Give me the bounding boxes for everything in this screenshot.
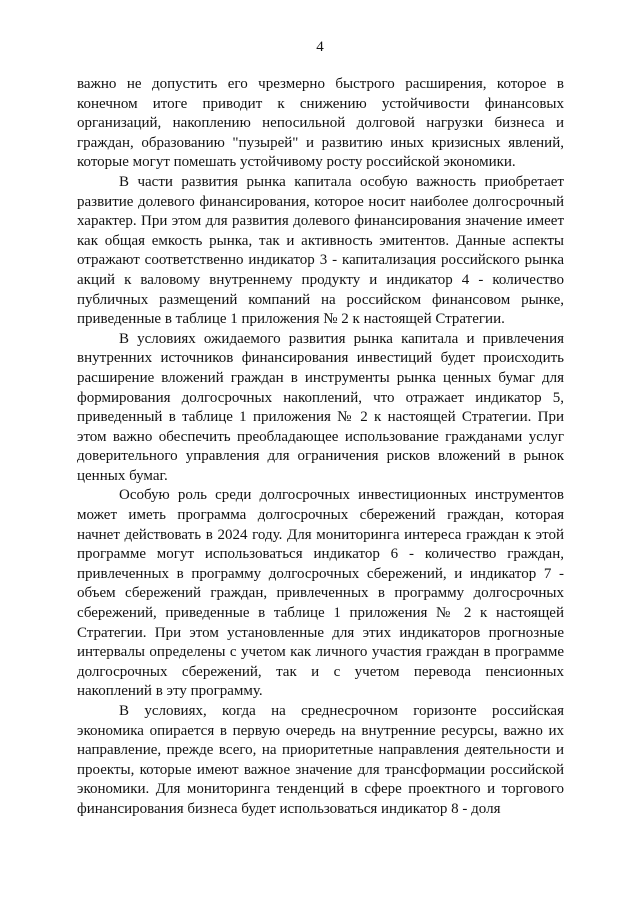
page-number: 4	[316, 39, 324, 55]
paragraph-5: В условиях, когда на среднесрочном горизонте российская экономика опирается в первую очередь на внутренние ресурсы, важно их направление, прежде всего, на приоритетные направления деятельности и проекты, которые имеют важное значение для трансформации российской экономики. Для мониторинга тенденций в сфере проектного и торгового финансирования бизнеса будет использоваться индикатор 8 - доля	[77, 703, 564, 817]
paragraph-1: важно не допустить его чрезмерно быстрого расширения, которое в конечном итоге приводит к снижению устойчивости финансовых организаций, накоплению непосильной долговой нагрузки бизнеса и граждан, образованию "пузырей" и развитию иных кризисных явлений, которые могут помешать устойчивому росту российской экономики.	[77, 76, 564, 171]
document-body	[77, 75, 564, 820]
paragraph-4: Особую роль среди долгосрочных инвестиционных инструментов может иметь программа долгосрочных сбережений граждан, которая начнет действовать в 2024 году. Для мониторинга интереса граждан к этой программе могут использоваться индикатор 6 - количество граждан, привлеченных в программу долгосрочных сбережений, и индикатор 7 - объем сбережений граждан, привлеченных в программу долгосрочных сбережений, приведенные в таблице 1 приложения № 2 к настоящей Стратегии. При этом установленные для этих индикаторов прогнозные интервалы определены с учетом как личного участия граждан в программе долгосрочных сбережений, так и с учетом перевода пенсионных накоплений в эту программу.	[77, 487, 564, 700]
paragraph-2: В части развития рынка капитала особую важность приобретает развитие долевого финансирования, которое носит наиболее долгосрочный характер. При этом для развития долевого финансирования значение имеет как общая емкость рынка, так и активность эмитентов. Данные аспекты отражают соответственно индикатор 3 - капитализация российского рынка акций к валовому внутреннему продукту и индикатор 4 - количество публичных размещений компаний на российском финансовом рынке, приведенные в таблице 1 приложения № 2 к настоящей Стратегии.	[77, 173, 564, 328]
paragraph-3: В условиях ожидаемого развития рынка капитала и привлечения внутренних источников финансирования инвестиций будет происходить расширение вложений граждан в инструменты рынка ценных бумаг для формирования долгосрочных накоплений, что отражает индикатор 5, приведенный в таблице 1 приложения № 2 к настоящей Стратегии. При этом важно обеспечить преобладающее использование гражданами услуг доверительного управления для ограничения рисков вложений в рынок ценных бумаг.	[77, 330, 564, 484]
